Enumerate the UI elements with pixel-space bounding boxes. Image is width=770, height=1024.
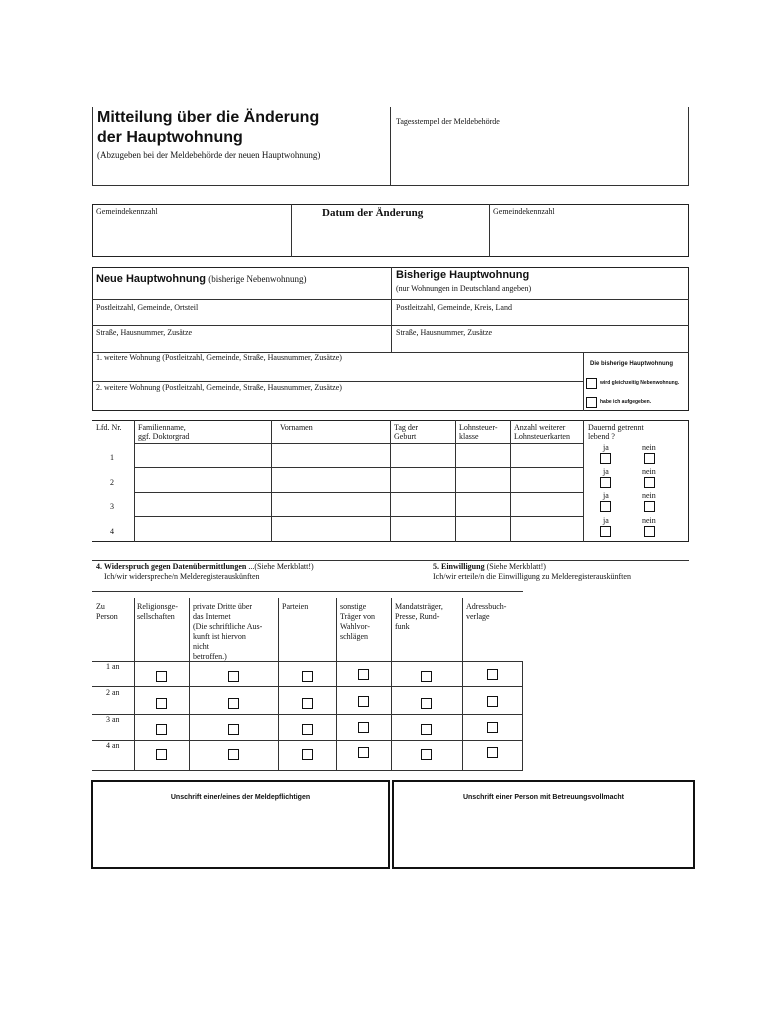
consent-title-text: 5. Einwilligung bbox=[433, 562, 485, 571]
col-zu-person-2: Person bbox=[96, 612, 118, 621]
col-sonstige-line: Träger von bbox=[340, 612, 376, 621]
form-title-line1: Mitteilung über die Änderung bbox=[97, 109, 320, 126]
checkbox-ja[interactable] bbox=[600, 526, 611, 537]
col-lfd-nr: Lfd. Nr. bbox=[96, 423, 122, 432]
new-residence-title-note: (bisherige Nebenwohnung) bbox=[206, 274, 307, 284]
person-row-number: 1 bbox=[110, 453, 114, 462]
consent-title-ref: (Siehe Merkblatt!) bbox=[484, 562, 546, 571]
signature-label-left: Unschrift einer/eines der Meldepflichtigen bbox=[170, 794, 311, 801]
old-street-label: Straße, Hausnummer, Zusätze bbox=[396, 328, 493, 337]
col-private-line: private Dritte über bbox=[193, 602, 253, 611]
stamp-label: Tagesstempel der Meldebehörde bbox=[396, 117, 500, 126]
col-mandat-line: Mandatsträger, bbox=[395, 602, 443, 611]
form-subtitle: (Abzugeben bei der Meldebehörde der neuen Hauptwohnung) bbox=[97, 150, 321, 160]
old-residence-title: Bisherige Hauptwohnung bbox=[396, 269, 530, 281]
checkbox-adressbuch[interactable] bbox=[487, 747, 498, 758]
col-lst-2: klasse bbox=[459, 432, 479, 441]
col-vornamen: Vornamen bbox=[280, 423, 313, 432]
checkbox-mandatstraeger[interactable] bbox=[421, 724, 432, 735]
checkbox-adressbuch[interactable] bbox=[487, 696, 498, 707]
col-parteien: Parteien bbox=[282, 602, 309, 611]
new-residence-title bbox=[96, 269, 306, 287]
objection-title bbox=[96, 562, 314, 572]
objection-subtitle: Ich/wir widerspreche/n Melderegisterauskünften bbox=[104, 572, 260, 581]
objection-row-label: 4 an bbox=[106, 741, 120, 750]
col-familienname-2: ggf. Doktorgrad bbox=[138, 432, 190, 441]
col-sonstige bbox=[340, 602, 375, 642]
checkbox-given-up[interactable] bbox=[586, 397, 597, 408]
col-anzahl-2: Lohnsteuerkarten bbox=[514, 432, 570, 441]
objection-row-label: 3 an bbox=[106, 715, 120, 724]
col-adressbuch bbox=[466, 602, 506, 622]
col-dauernd-2: lebend ? bbox=[588, 432, 615, 441]
gemeindekennzahl-left: Gemeindekennzahl bbox=[96, 207, 158, 216]
objection-title-ref: ...(Siehe Merkblatt!) bbox=[246, 562, 314, 571]
col-private-line: (Die schriftliche Aus- bbox=[193, 622, 263, 631]
col-religion-2: sellschaften bbox=[137, 612, 175, 621]
new-street-label: Straße, Hausnummer, Zusätze bbox=[96, 328, 193, 337]
nein-label: nein bbox=[642, 467, 656, 476]
nein-label: nein bbox=[642, 516, 656, 525]
checkbox-private[interactable] bbox=[228, 724, 239, 735]
option-becomes-secondary: wird gleichzeitig Nebenwohnung. bbox=[600, 380, 680, 386]
col-anzahl-1: Anzahl weiterer bbox=[514, 423, 566, 432]
col-private-dritte bbox=[193, 602, 262, 662]
old-residence-note: (nur Wohnungen in Deutschland angeben) bbox=[396, 284, 532, 293]
checkbox-mandatstraeger[interactable] bbox=[421, 749, 432, 760]
col-private-line: kunft ist hiervon bbox=[193, 632, 246, 641]
ja-label: ja bbox=[603, 491, 609, 500]
checkbox-nein[interactable] bbox=[644, 526, 655, 537]
signature-label-right: Unschrift einer Person mit Betreuungsvollmacht bbox=[462, 794, 625, 801]
checkbox-religion[interactable] bbox=[156, 749, 167, 760]
col-tag-1: Tag der bbox=[394, 423, 419, 432]
col-sonstige-line: sonstige bbox=[340, 602, 367, 611]
option-given-up: habe ich aufgegeben. bbox=[600, 399, 652, 405]
col-mandat-line: Presse, Rund- bbox=[395, 612, 440, 621]
ja-label: ja bbox=[603, 516, 609, 525]
nein-label: nein bbox=[642, 443, 656, 452]
checkbox-religion[interactable] bbox=[156, 671, 167, 682]
col-zu-person-1: Zu bbox=[96, 602, 105, 611]
nein-label: nein bbox=[642, 491, 656, 500]
objection-title-text: 4. Widerspruch gegen Datenübermittlungen bbox=[96, 562, 247, 571]
col-private-line: nicht bbox=[193, 642, 209, 651]
checkbox-ja[interactable] bbox=[600, 501, 611, 512]
checkbox-parteien[interactable] bbox=[302, 698, 313, 709]
new-plz-label: Postleitzahl, Gemeinde, Ortsteil bbox=[96, 303, 199, 312]
checkbox-private[interactable] bbox=[228, 671, 239, 682]
checkbox-sonstige[interactable] bbox=[358, 722, 369, 733]
objection-row-label: 2 an bbox=[106, 688, 120, 697]
checkbox-sonstige[interactable] bbox=[358, 747, 369, 758]
col-tag-2: Geburt bbox=[394, 432, 417, 441]
further-residence-1: 1. weitere Wohnung (Postleitzahl, Gemeinde, Straße, Hausnummer, Zusätze) bbox=[96, 353, 342, 362]
col-private-line: das Internet bbox=[193, 612, 231, 621]
gemeindekennzahl-right: Gemeindekennzahl bbox=[493, 207, 555, 216]
checkbox-adressbuch[interactable] bbox=[487, 669, 498, 680]
checkbox-religion[interactable] bbox=[156, 724, 167, 735]
col-adressbuch-line: verlage bbox=[466, 612, 490, 621]
checkbox-religion[interactable] bbox=[156, 698, 167, 709]
old-plz-label: Postleitzahl, Gemeinde, Kreis, Land bbox=[396, 303, 512, 312]
checkbox-adressbuch[interactable] bbox=[487, 722, 498, 733]
checkbox-nein[interactable] bbox=[644, 501, 655, 512]
checkbox-mandatstraeger[interactable] bbox=[421, 698, 432, 709]
col-sonstige-line: Wahlvor- bbox=[340, 622, 370, 631]
person-row-number: 2 bbox=[110, 478, 114, 487]
checkbox-sonstige[interactable] bbox=[358, 696, 369, 707]
checkbox-parteien[interactable] bbox=[302, 749, 313, 760]
col-sonstige-line: schlägen bbox=[340, 632, 368, 641]
ja-label: ja bbox=[603, 443, 609, 452]
objection-row-label: 1 an bbox=[106, 662, 120, 671]
checkbox-private[interactable] bbox=[228, 749, 239, 760]
new-residence-title-text: Neue Hauptwohnung bbox=[96, 273, 206, 285]
consent-title bbox=[433, 562, 546, 572]
col-lst-1: Lohnsteuer- bbox=[459, 423, 498, 432]
checkbox-parteien[interactable] bbox=[302, 724, 313, 735]
col-adressbuch-line: Adressbuch- bbox=[466, 602, 507, 611]
person-row-number: 3 bbox=[110, 502, 114, 511]
col-private-line: betroffen.) bbox=[193, 652, 227, 661]
form-title-line2: der Hauptwohnung bbox=[97, 129, 243, 146]
checkbox-becomes-secondary[interactable] bbox=[586, 378, 597, 389]
checkbox-ja[interactable] bbox=[600, 453, 611, 464]
checkbox-nein[interactable] bbox=[644, 453, 655, 464]
ja-label: ja bbox=[603, 467, 609, 476]
col-mandat-line: funk bbox=[395, 622, 410, 631]
col-dauernd-1: Dauernd getrennt bbox=[588, 423, 644, 432]
consent-subtitle: Ich/wir erteile/n die Einwilligung zu Melderegisterauskünften bbox=[433, 572, 631, 581]
col-religion-1: Religionsge- bbox=[137, 602, 178, 611]
checkbox-ja[interactable] bbox=[600, 477, 611, 488]
checkbox-mandatstraeger[interactable] bbox=[421, 671, 432, 682]
col-mandatstraeger bbox=[395, 602, 443, 632]
old-residence-status-title: Die bisherige Hauptwohnung bbox=[590, 361, 674, 367]
checkbox-private[interactable] bbox=[228, 698, 239, 709]
datum-der-aenderung: Datum der Änderung bbox=[322, 207, 424, 219]
checkbox-parteien[interactable] bbox=[302, 671, 313, 682]
checkbox-nein[interactable] bbox=[644, 477, 655, 488]
col-familienname-1: Familienname, bbox=[138, 423, 186, 432]
further-residence-2: 2. weitere Wohnung (Postleitzahl, Gemeinde, Straße, Hausnummer, Zusätze) bbox=[96, 383, 342, 392]
checkbox-sonstige[interactable] bbox=[358, 669, 369, 680]
person-row-number: 4 bbox=[110, 527, 114, 536]
